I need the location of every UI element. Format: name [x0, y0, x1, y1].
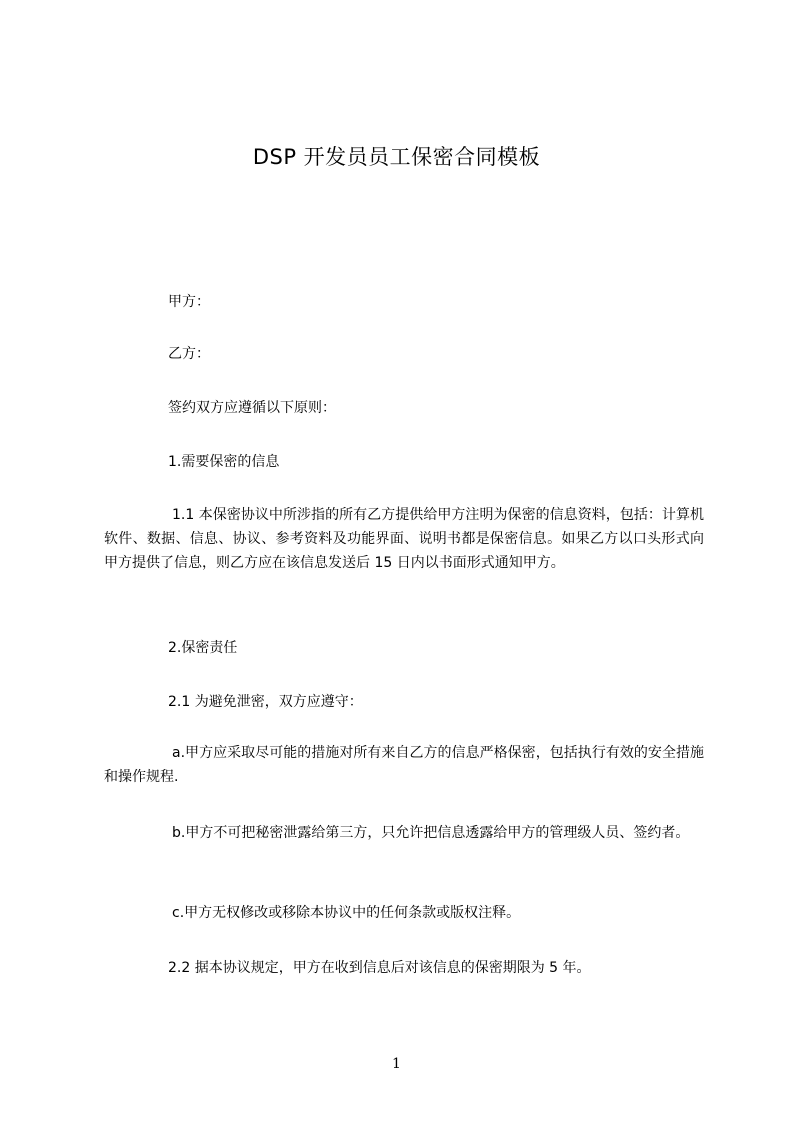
item-a-paragraph: a.甲方应采取尽可能的措施对所有来自乙方的信息严格保密，包括执行有效的安全措施和操作规程. — [104, 745, 704, 785]
page-number: 1 — [392, 1056, 401, 1072]
document-title: DSP 开发员员工保密合同模板 — [252, 145, 541, 169]
item-c-paragraph: c.甲方无权修改或移除本协议中的任何条款或版权注释。 — [172, 905, 521, 921]
section-1-heading: 1.需要保密的信息 — [168, 454, 280, 470]
item-b-paragraph: b.甲方不可把秘密泄露给第三方，只允许把信息透露给甲方的管理级人员、签约者。 — [172, 825, 690, 841]
party-b-label: 乙方： — [168, 346, 210, 362]
principles-intro: 签约双方应遵循以下原则： — [168, 400, 336, 416]
section-2-2-paragraph: 2.2 据本协议规定，甲方在收到信息后对该信息的保密期限为 5 年。 — [168, 960, 591, 976]
party-a-label: 甲方： — [168, 294, 210, 310]
section-2-heading: 2.保密责任 — [168, 640, 238, 656]
section-1-1-paragraph: 1.1 本保密协议中所涉指的所有乙方提供给甲方注明为保密的信息资料，包括：计算机软件、数据、信息、协议、参考资料及功能界面、说明书都是保密信息。如果乙方以口头形式向甲方提供了信息，则乙方应在该信息发送后 15 日内以书面形式通知甲方。 — [104, 507, 704, 571]
section-2-1-paragraph: 2.1 为避免泄密，双方应遵守： — [168, 694, 363, 710]
